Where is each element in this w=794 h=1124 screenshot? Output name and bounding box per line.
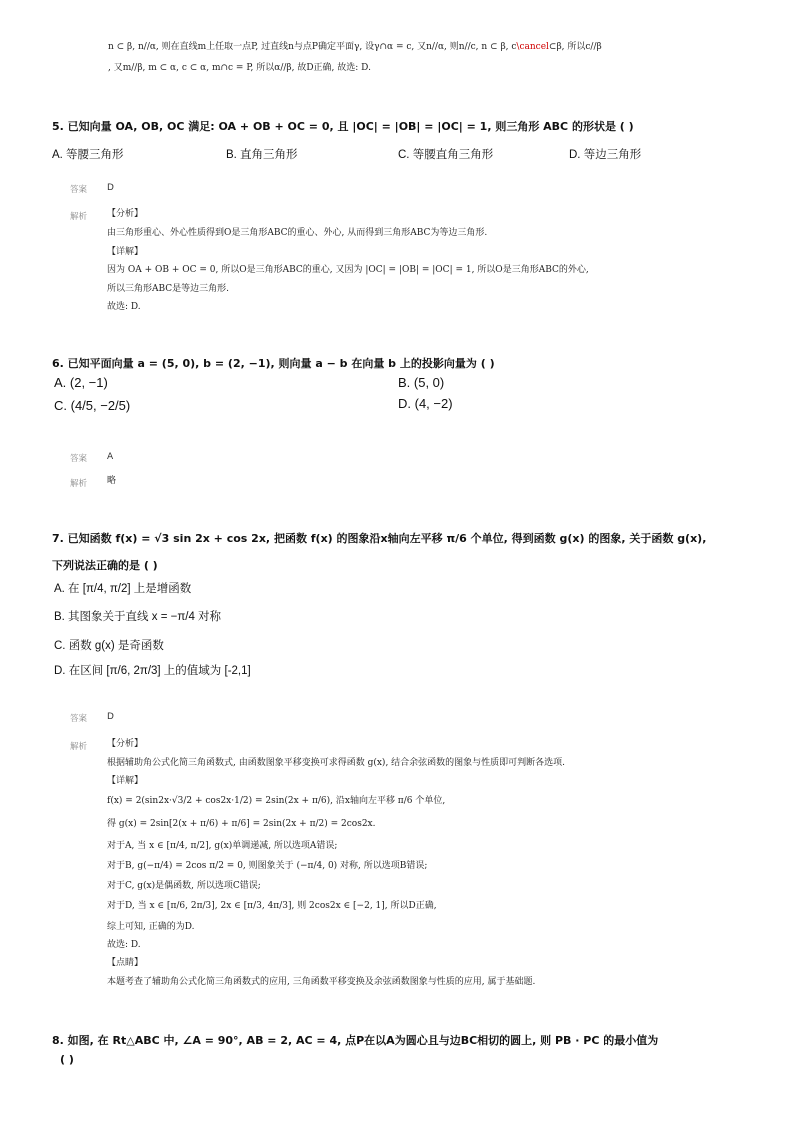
prev-solution-line-2: , 又m//β, m ⊂ α, c ⊂ α, m∩c = P, 所以α//β, 故D正确, 故选: D. <box>108 63 371 73</box>
q5-option-a[interactable]: A. 等腰三角形 <box>52 149 124 161</box>
q7-detail-line-7: 综上可知, 正确的为D. <box>107 922 195 932</box>
q6-answer-value: A <box>107 452 114 462</box>
q5-option-c[interactable]: C. 等腰直角三角形 <box>398 149 494 161</box>
q5-detail-line-1: 因为 OA + OB + OC = 0, 所以O是三角形ABC的重心, 又因为 |OC| = |OB| = |OC| = 1, 所以O是三角形ABC的外心, <box>107 265 589 275</box>
q7-detail-line-2: 得 g(x) = 2sin[2(x + π/6) + π/6] = 2sin(2x + π/2) = 2cos2x. <box>107 819 376 829</box>
q5-detail-line-2: 所以三角形ABC是等边三角形. <box>107 284 230 294</box>
q7-analysis-label: 解析 <box>70 742 88 752</box>
q6-option-d[interactable]: D. (4, −2) <box>398 396 453 411</box>
q6-option-a[interactable]: A. (2, −1) <box>54 375 108 390</box>
q7-answer-label: 答案 <box>70 714 88 724</box>
q7-option-d[interactable]: D. 在区间 [π/6, 2π/3] 上的值域为 [-2,1] <box>54 665 251 677</box>
q7-answer-value: D <box>107 712 114 722</box>
q7-detail-line-1: f(x) = 2(sin2x·√3/2 + cos2x·1/2) = 2sin(2x + π/6), 沿x轴向左平移 π/6 个单位, <box>107 796 446 806</box>
q7-detail-line-6: 对于D, 当 x ∈ [π/6, 2π/3], 2x ∈ [π/3, 4π/3], 则 2cos2x ∈ [−2, 1], 所以D正确, <box>107 901 437 911</box>
render-error-text: \cancel <box>516 42 549 52</box>
prev-solution-line-1: n ⊂ β, n//α, 则在直线m上任取一点P, 过直线n与点P确定平面γ, 设γ∩α = c, 又n//α, 则n//c, n ⊂ β, c\cancel⊂β, 所以c//β <box>108 42 602 52</box>
q5-analysis-label: 解析 <box>70 212 88 222</box>
q5-answer-label: 答案 <box>70 185 88 195</box>
q7-xiangjie-heading: 【详解】 <box>107 776 144 786</box>
q5-stem: 5. 已知向量 OA, OB, OC 满足: OA + OB + OC = 0, 且 |OC| = |OB| = |OC| = 1, 则三角形 ABC 的形状是 ( ) <box>52 120 634 133</box>
q6-option-b[interactable]: B. (5, 0) <box>398 375 445 390</box>
q5-fenxi-heading: 【分析】 <box>107 209 144 219</box>
q5-xiangjie-heading: 【详解】 <box>107 247 144 257</box>
q8-stem-line-2: ( ) <box>60 1053 74 1066</box>
q7-option-a[interactable]: A. 在 [π/4, π/2] 上是增函数 <box>54 583 192 595</box>
q7-detail-line-9: 本题考查了辅助角公式化简三角函数式的应用, 三角函数平移变换及余弦函数图象与性质的应用, 属于基础题. <box>107 977 536 987</box>
q7-option-c[interactable]: C. 函数 g(x) 是奇函数 <box>54 640 164 652</box>
q7-option-b[interactable]: B. 其图象关于直线 x = −π/4 对称 <box>54 611 222 623</box>
q5-answer-value: D <box>107 183 114 193</box>
q6-analysis-label: 解析 <box>70 479 88 489</box>
q7-dianjing-heading: 【点睛】 <box>107 958 144 968</box>
q7-stem-line-2: 下列说法正确的是 ( ) <box>52 559 158 572</box>
q7-detail-line-4: 对于B, g(−π/4) = 2cos π/2 = 0, 则图象关于 (−π/4, 0) 对称, 所以选项B错误; <box>107 861 428 871</box>
q7-fenxi-text: 根据辅助角公式化简三角函数式, 由函数图象平移变换可求得函数 g(x), 结合余弦函数的图象与性质即可判断各选项. <box>107 758 566 768</box>
q6-answer-label: 答案 <box>70 454 88 464</box>
q5-option-d[interactable]: D. 等边三角形 <box>569 149 642 161</box>
q7-fenxi-heading: 【分析】 <box>107 739 144 749</box>
q5-detail-line-3: 故选: D. <box>107 302 141 312</box>
q6-stem: 6. 已知平面向量 a = (5, 0), b = (2, −1), 则向量 a − b 在向量 b 上的投影向量为 ( ) <box>52 357 495 370</box>
q7-stem-line-1: 7. 已知函数 f(x) = √3 sin 2x + cos 2x, 把函数 f(x) 的图象沿x轴向左平移 π/6 个单位, 得到函数 g(x) 的图象, 关于函数 g(x), <box>52 532 707 545</box>
q6-analysis-text: 略 <box>107 476 117 486</box>
q7-detail-line-8: 故选: D. <box>107 940 141 950</box>
q6-option-c[interactable]: C. (4/5, −2/5) <box>54 398 131 413</box>
q8-stem-line-1: 8. 如图, 在 Rt△ABC 中, ∠A = 90°, AB = 2, AC = 4, 点P在以A为圆心且与边BC相切的圆上, 则 PB · PC 的最小值为 <box>52 1034 659 1047</box>
q5-fenxi-text: 由三角形重心、外心性质得到O是三角形ABC的重心、外心, 从而得到三角形ABC为等边三角形. <box>107 228 488 238</box>
q7-detail-line-3: 对于A, 当 x ∈ [π/4, π/2], g(x)单调递减, 所以选项A错误; <box>107 841 338 851</box>
q7-detail-line-5: 对于C, g(x)是偶函数, 所以选项C错误; <box>107 881 261 891</box>
q5-option-b[interactable]: B. 直角三角形 <box>226 149 298 161</box>
